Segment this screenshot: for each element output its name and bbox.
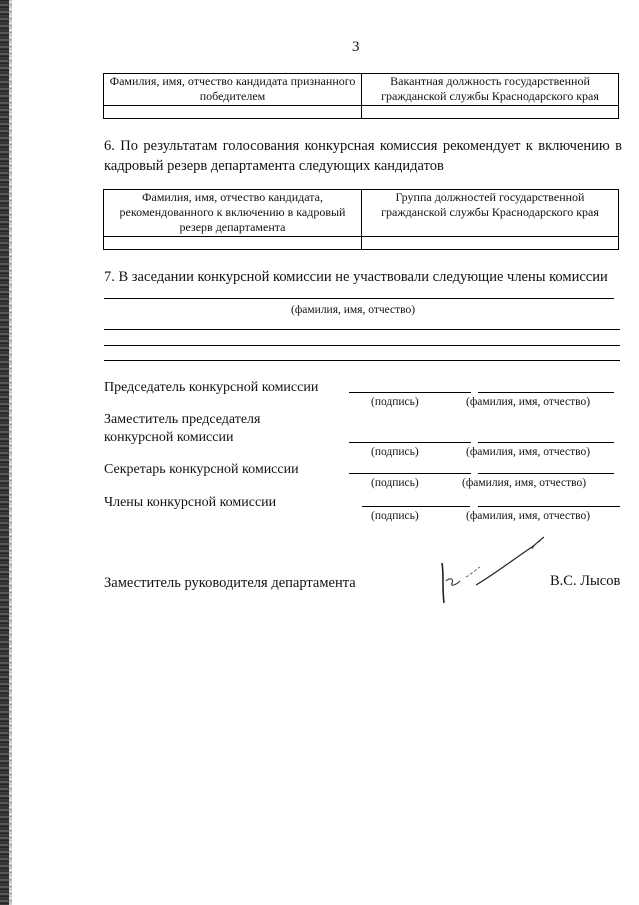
signature-caption: (подпись) — [371, 477, 419, 489]
signature-caption: (подпись) — [371, 446, 419, 458]
chairman-name-line — [478, 392, 614, 393]
signature-caption: (подпись) — [371, 396, 419, 408]
members-label: Члены конкурсной комиссии — [104, 495, 277, 510]
blank-line — [104, 329, 620, 330]
deputy-signature-line — [349, 442, 471, 443]
secretary-name-line — [478, 473, 614, 474]
reserve-table-header-name: Фамилия, имя, отчество кандидата, рекомендованного к включению в кадровый резерв департамента — [104, 190, 362, 237]
reserve-table — [103, 189, 619, 250]
name-caption: (фамилия, имя, отчество) — [466, 446, 591, 458]
name-caption: (фамилия, имя, отчество) — [462, 477, 587, 489]
winner-table-header-position: Вакантная должность государственной гражданской службы Краснодарского края — [362, 74, 619, 106]
secretary-label: Секретарь конкурсной комиссии — [104, 462, 299, 477]
chairman-label: Председатель конкурсной комиссии — [104, 380, 319, 395]
name-caption: (фамилия, имя, отчество) — [466, 510, 591, 522]
deputy-label-line2: конкурсной комиссии — [104, 430, 234, 445]
name-caption: (фамилия, имя, отчество) — [466, 396, 591, 408]
handwritten-signature — [436, 535, 554, 607]
absent-members-caption: (фамилия, имя, отчество) — [291, 304, 416, 316]
signature-caption: (подпись) — [371, 510, 419, 522]
section-6-text: 6. По результатам голосования конкурсная комиссия рекомендует к включению в кадровый резерв департамента следующих кандидатов — [104, 138, 622, 174]
winner-table — [103, 73, 619, 119]
members-signature-line — [362, 506, 470, 507]
reserve-table-empty-cell — [362, 237, 619, 250]
scan-edge-shadow — [9, 0, 12, 905]
reserve-table-empty-cell — [104, 237, 362, 250]
absent-members-line — [104, 298, 614, 299]
winner-table-empty-cell — [104, 106, 362, 119]
deputy-name-line — [478, 442, 614, 443]
secretary-signature-line — [349, 473, 471, 474]
members-name-line — [478, 506, 620, 507]
deputy-label-line1: Заместитель председателя — [104, 412, 261, 427]
winner-table-header-name: Фамилия, имя, отчество кандидата признанного победителем — [104, 74, 362, 106]
footer-signatory-name: В.С. Лысов — [550, 573, 621, 589]
footer-position: Заместитель руководителя департамента — [104, 575, 356, 591]
chairman-signature-line — [349, 392, 471, 393]
blank-line — [104, 345, 620, 346]
reserve-table-header-group: Группа должностей государственной гражданской службы Краснодарского края — [362, 190, 619, 237]
page-number: 3 — [352, 39, 360, 55]
scan-edge-left — [0, 0, 9, 905]
blank-line — [104, 360, 620, 361]
winner-table-empty-cell — [362, 106, 619, 119]
section-7-text: 7. В заседании конкурсной комиссии не участвовали следующие члены комиссии — [104, 269, 608, 285]
